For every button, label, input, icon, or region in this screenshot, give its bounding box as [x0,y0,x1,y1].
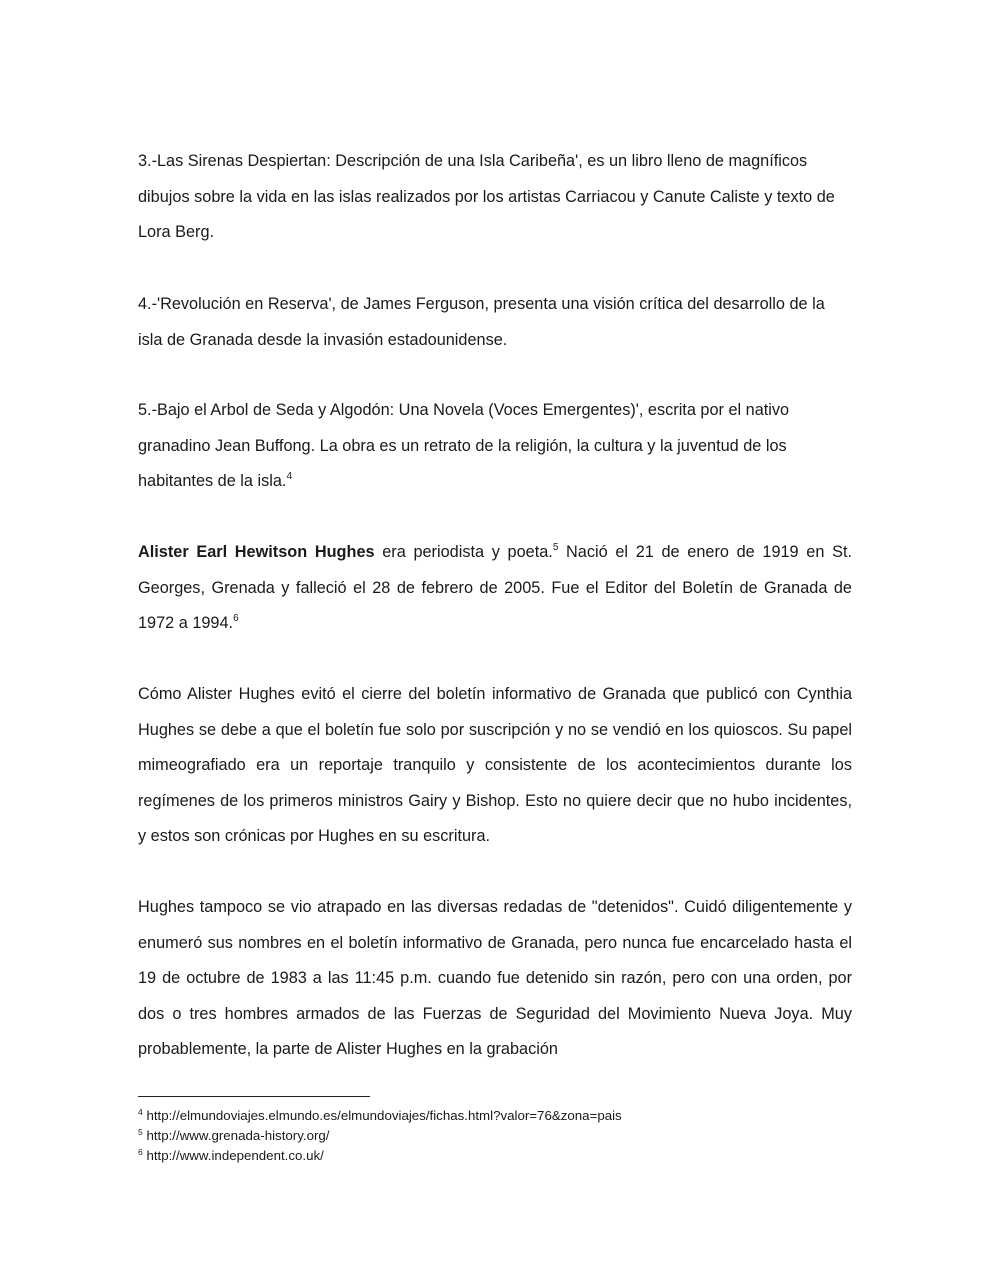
footnote-separator [138,1096,370,1097]
paragraph-detention [138,890,852,1068]
footnote-number: 6 [138,1146,143,1157]
paragraph-text: Cómo Alister Hughes evitó el cierre del boletín informativo de Granada que publicó con Cynthia Hughes se debe a que el boletín fue solo por suscripción y no se vendió en los quioscos. Su papel mimeografiado era un reportaje tranquilo y consistente de los acontecimientos durante los regímenes de los primeros ministros Gairy y Bishop. Esto no quiere decir que no hubo incidentes, y estos son crónicas por Hughes en su escritura. [138,685,852,846]
person-name: Alister Earl Hewitson Hughes [138,543,375,561]
paragraph-text: 4.-'Revolución en Reserva', de James Ferguson, presenta una visión crítica del desarrollo de la isla de Granada desde la invasión estadounidense. [138,295,825,349]
footnote-item [138,1146,852,1166]
paragraph-text: Hughes tampoco se vio atrapado en las diversas redadas de "detenidos". Cuidó diligentemente y enumeró sus nombres en el boletín informativo de Granada, pero nunca fue encarcelado hasta el 19 de octubre de 1983 a las 11:45 p.m. cuando fue detenido sin razón, pero con una orden, por dos o tres hombres armados de las Fuerzas de Seguridad del Movimiento Nueva Joya. Muy probablemente, la parte de Alister Hughes en la grabación [138,898,852,1059]
footnote-ref: 4 [286,471,293,483]
paragraph-text: era periodista y poeta. [374,543,553,561]
footnote-link[interactable]: http://www.independent.co.uk/ [146,1147,324,1163]
paragraph-item-4 [138,287,852,358]
footnote-link[interactable]: http://elmundoviajes.elmundo.es/elmundoviajes/fichas.html?valor=76&zona=pais [146,1108,622,1123]
footnote-ref: 5 [552,542,559,553]
paragraph-hughes-bio [138,535,852,642]
paragraph-newsletter [138,677,852,855]
paragraph-text: Nació el 21 de enero de 1919 en St. Georges, Grenada y falleció el 28 de febrero de 2005. Fue el Editor del Boletín de Granada de 1972 a 1994. [138,543,852,633]
footnote-item [138,1126,852,1146]
footnote-ref: 6 [233,613,239,625]
footnote-item [138,1106,852,1126]
paragraph-item-3 [138,144,852,251]
paragraph-item-5 [138,393,852,500]
paragraph-text: 5.-Bajo el Arbol de Seda y Algodón: Una Novela (Voces Emergentes)', escrita por el nativo granadino Jean Buffong. La obra es un retrato de la religión, la cultura y la juventud de los habitantes de la isla. [138,401,790,491]
footnote-number: 5 [138,1126,143,1137]
footnotes [138,1106,852,1165]
paragraph-text: 3.-Las Sirenas Despiertan: Descripción de una Isla Caribeña', es un libro lleno de magníficos dibujos sobre la vida en las islas realizados por los artistas Carriacou y Canute Caliste y texto de Lora Berg. [138,152,835,242]
footnote-link[interactable]: http://www.grenada-history.org/ [146,1127,330,1143]
footnote-number: 4 [138,1107,143,1117]
